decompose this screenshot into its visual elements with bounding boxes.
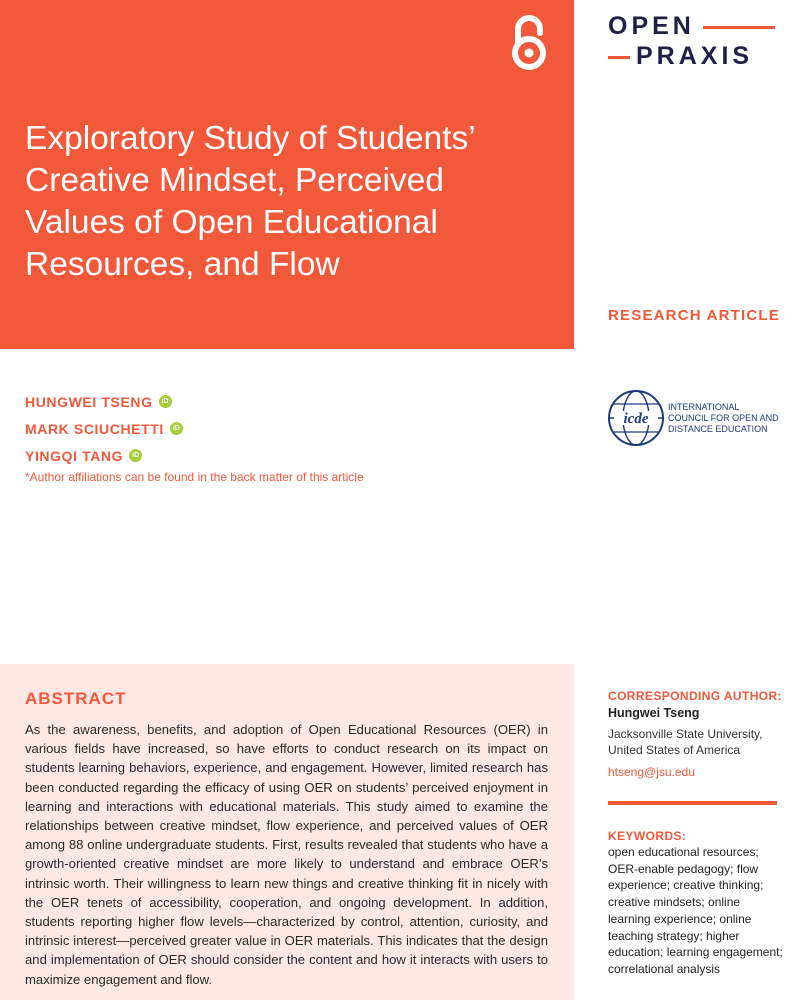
orcid-icon[interactable]: iD <box>170 422 183 435</box>
corresponding-affiliation: Jacksonville State University, United States of America <box>608 727 763 757</box>
article-title: Exploratory Study of Students’ Creative Mindset, Perceived Values of Open Educational Resources, and Flow <box>25 120 475 283</box>
corresponding-email-link[interactable]: htseng@jsu.edu <box>608 765 695 779</box>
keywords-heading: KEYWORDS: <box>608 829 687 843</box>
orcid-icon[interactable]: iD <box>129 449 142 462</box>
icde-acronym: icde <box>623 411 649 427</box>
sidebar-divider <box>608 801 777 805</box>
article-type: RESEARCH ARTICLE <box>608 307 780 324</box>
icde-logo <box>608 388 808 448</box>
corresponding-author <box>608 689 783 779</box>
keywords <box>608 829 783 978</box>
open-praxis-logo <box>608 10 793 70</box>
brand-word-open: OPEN <box>608 12 695 40</box>
brand-word-praxis: PRAXIS <box>636 42 754 70</box>
author-list <box>25 388 183 469</box>
orcid-icon[interactable]: iD <box>159 395 172 408</box>
author-name: HUNGWEI TSENG <box>25 393 153 410</box>
open-access-icon <box>507 12 551 72</box>
author-name: MARK SCIUCHETTI <box>25 420 164 437</box>
corresponding-name: Hungwei Tseng <box>608 706 700 720</box>
abstract-body: As the awareness, benefits, and adoption of Open Educational Resources (OER) in various fields have increased, so have efforts to conduct research on its impact on students learning behaviors, experience, and engagement. However, limited research has been conducted regarding the efficacy of using OER on students’ perceived enjoyment in learning and interactions with educational materials. This study aimed to examine the relationships between creative mindset, flow experience, and perceived values of OER among 88 online undergraduate students. First, results revealed that students who have a growth-oriented creative mindset are more likely to understand and embrace OER’s intrinsic worth. Their willingness to learn new things and creative thinking fit in nicely with the OER tenets of accessibility, cooperation, and ongoing development. In addition, students reporting higher flow levels—characterized by control, attention, curiosity, and intrinsic interest—perceived greater value in OER materials. This indicates that the design and implementation of OER should consider the content and how it interacts with users to maximize engagement and flow. <box>25 722 548 987</box>
author-item <box>25 415 183 442</box>
icde-name <box>668 402 808 435</box>
icde-line: DISTANCE EDUCATION <box>668 424 768 434</box>
icde-line: COUNCIL FOR OPEN AND <box>668 413 779 423</box>
icde-line: INTERNATIONAL <box>668 402 740 412</box>
brand-dash-top <box>703 26 775 29</box>
corresponding-heading: CORRESPONDING AUTHOR: <box>608 689 782 703</box>
icde-globe-icon <box>608 388 666 448</box>
brand-dash-bottom <box>608 56 630 59</box>
author-item <box>25 442 183 469</box>
keywords-list: open educational resources; OER-enable pedagogy; flow experience; creative thinking; creative mindsets; online learning experience; online teaching strategy; higher education; learning engagement; correlational analysis <box>608 845 783 976</box>
author-item <box>25 388 183 415</box>
title-banner <box>0 0 574 349</box>
affiliation-note: *Author affiliations can be found in the back matter of this article <box>25 470 364 484</box>
author-name: YINGQI TANG <box>25 447 124 464</box>
abstract-heading: ABSTRACT <box>25 689 127 708</box>
